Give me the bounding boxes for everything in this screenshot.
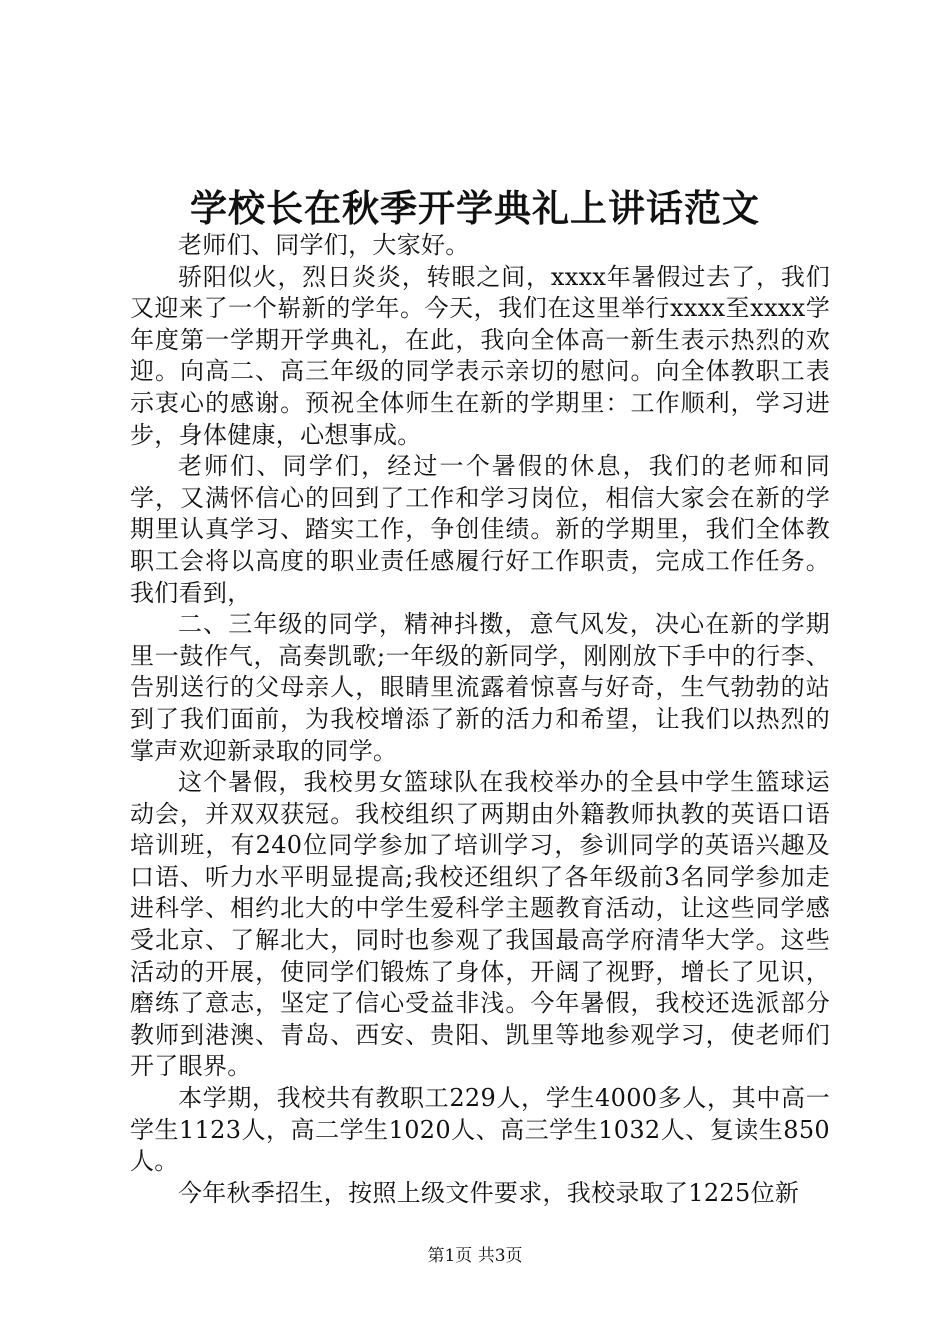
paragraph-summer-activities: 这个暑假，我校男女篮球队在我校举办的全县中学生篮球运动会，并双双获冠。我校组织了两期由外籍教师执教的英语口语培训班，有240位同学参加了培训学习，参训同学的英语兴趣及口语、听力水平明显提高;我校还组织了各年级前3名同学参加走进科学、相约北大的中学生爱科学主题教育活动，让这些同学感受北京、了解北大，同时也参观了我国最高学府清华大学。这些活动的开展，使同学们锻炼了身体，开阔了视野，增长了见识，磨练了意志，坚定了信心受益非浅。今年暑假，我校还选派部分教师到港澳、青岛、西安、贵阳、凯里等地参观学习，使老师们开了眼界。: [130, 768, 830, 1081]
paragraph-new-term: 老师们、同学们，经过一个暑假的休息，我们的老师和同学，又满怀信心的回到了工作和学习岗位，相信大家会在新的学期里认真学习、踏实工作，争创佳绩。新的学期里，我们全体教职工会将以高度的职业责任感履行好工作职责，完成工作任务。我们看到，: [130, 452, 830, 607]
paragraph-statistics: 本学期，我校共有教职工229人，学生4000多人，其中高一学生1123人，高二学生1020人、高三学生1032人、复读生850人。: [130, 1084, 830, 1176]
document-body: [130, 230, 830, 1209]
paragraph-enrollment: 今年秋季招生，按照上级文件要求，我校录取了1225位新: [178, 1178, 800, 1207]
paragraph-students: 二、三年级的同学，精神抖擞，意气风发，决心在新的学期里一鼓作气，高奏凯歌;一年级的新同学，刚刚放下手中的行李、告别送行的父母亲人，眼睛里流露着惊喜与好奇，生气勃勃的站到了我们面前，为我校增添了新的活力和希望，让我们以热烈的掌声欢迎新录取的同学。: [130, 610, 830, 765]
paragraph-welcome: 骄阳似火，烈日炎炎，转眼之间，xxxx年暑假过去了，我们又迎来了一个崭新的学年。今天，我们在这里举行xxxx至xxxx学年度第一学期开学典礼，在此，我向全体高一新生表示热烈的欢迎。向高二、高三年级的同学表示亲切的慰问。向全体教职工表示衷心的感谢。预祝全体师生在新的学期里：工作顺利，学习进步，身体健康，心想事成。: [130, 262, 830, 449]
document-title: 学校长在秋季开学典礼上讲话范文: [190, 186, 760, 230]
page-number-footer: 第1页 共3页: [427, 1246, 523, 1266]
paragraph-greeting: 老师们、同学们，大家好。: [178, 231, 470, 259]
